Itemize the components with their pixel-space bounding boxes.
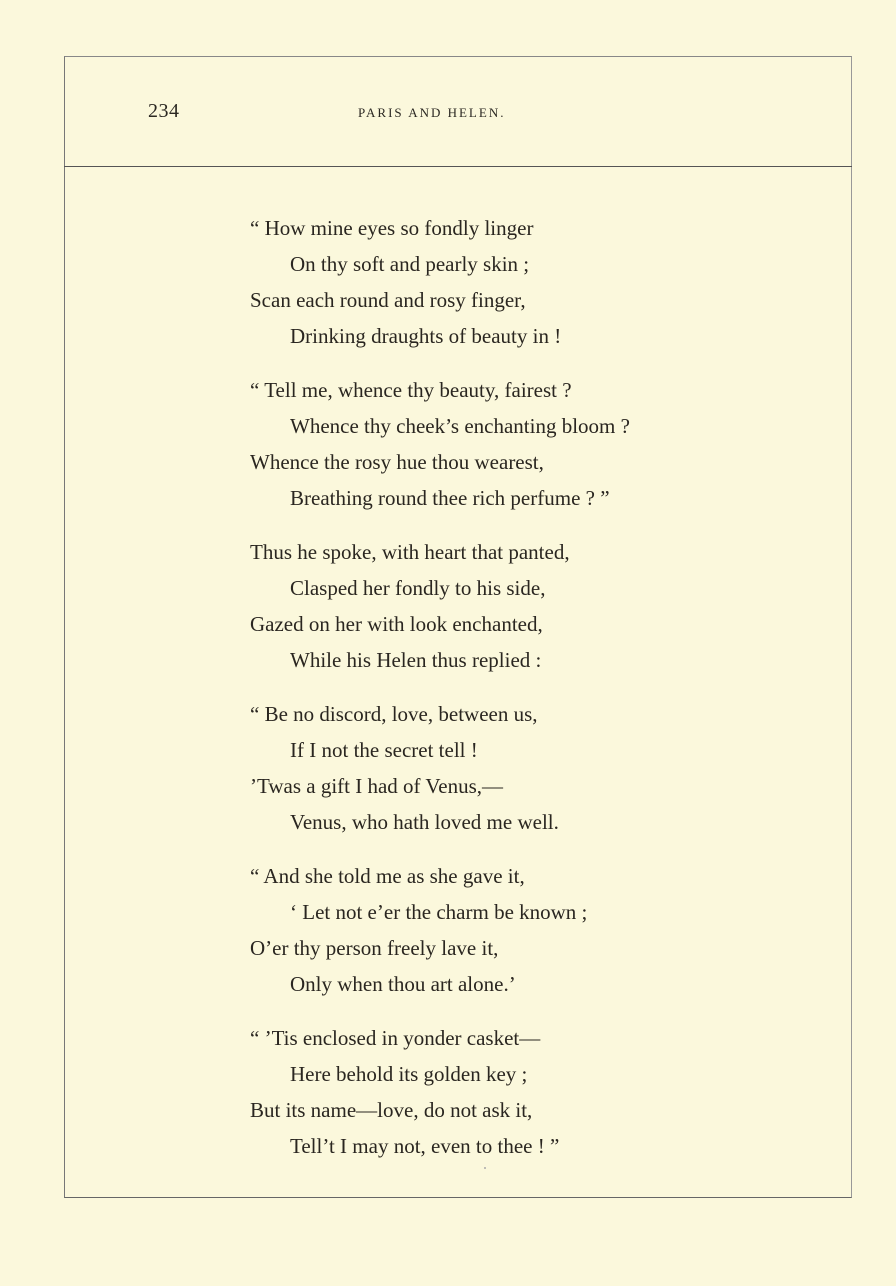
poem-line: Breathing round thee rich perfume ? ” <box>290 486 610 510</box>
poem-line: ‘ Let not e’er the charm be known ; <box>290 900 588 924</box>
poem-line: But its name—love, do not ask it, <box>250 1098 533 1122</box>
poem-line: Venus, who hath loved me well. <box>290 810 559 834</box>
header-rule <box>64 166 852 167</box>
poem-line: “ And she told me as she gave it, <box>250 864 525 888</box>
poem-line: “ How mine eyes so fondly linger <box>250 216 534 240</box>
stanza-6 <box>250 1020 630 1164</box>
poem-line: Gazed on her with look enchanted, <box>250 612 543 636</box>
poem <box>250 210 630 1182</box>
poem-line: “ Be no discord, love, between us, <box>250 702 538 726</box>
poem-line: Only when thou art alone.’ <box>290 972 516 996</box>
poem-line: Clasped her fondly to his side, <box>290 576 546 600</box>
poem-line: Thus he spoke, with heart that panted, <box>250 540 570 564</box>
stanza-3 <box>250 534 630 678</box>
poem-line: On thy soft and pearly skin ; <box>290 252 530 276</box>
poem-line: While his Helen thus replied : <box>290 648 542 672</box>
poem-line: Here behold its golden key ; <box>290 1062 528 1086</box>
poem-line: O’er thy person freely lave it, <box>250 936 499 960</box>
stanza-1 <box>250 210 630 354</box>
print-speck <box>484 1167 486 1169</box>
poem-line: Tell’t I may not, even to thee ! ” <box>290 1134 560 1158</box>
stanza-2 <box>250 372 630 516</box>
page-number: 234 <box>148 100 180 122</box>
poem-line: Whence the rosy hue thou wearest, <box>250 450 544 474</box>
poem-line: “ ’Tis enclosed in yonder casket— <box>250 1026 541 1050</box>
stanza-5 <box>250 858 630 1002</box>
poem-line: ’Twas a gift I had of Venus,— <box>250 774 504 798</box>
poem-line: “ Tell me, whence thy beauty, fairest ? <box>250 378 572 402</box>
running-title: PARIS AND HELEN. <box>358 105 506 120</box>
poem-line: Drinking draughts of beauty in ! <box>290 324 562 348</box>
poem-line: If I not the secret tell ! <box>290 738 478 762</box>
stanza-4 <box>250 696 630 840</box>
poem-line: Scan each round and rosy finger, <box>250 288 526 312</box>
poem-line: Whence thy cheek’s enchanting bloom ? <box>290 414 630 438</box>
